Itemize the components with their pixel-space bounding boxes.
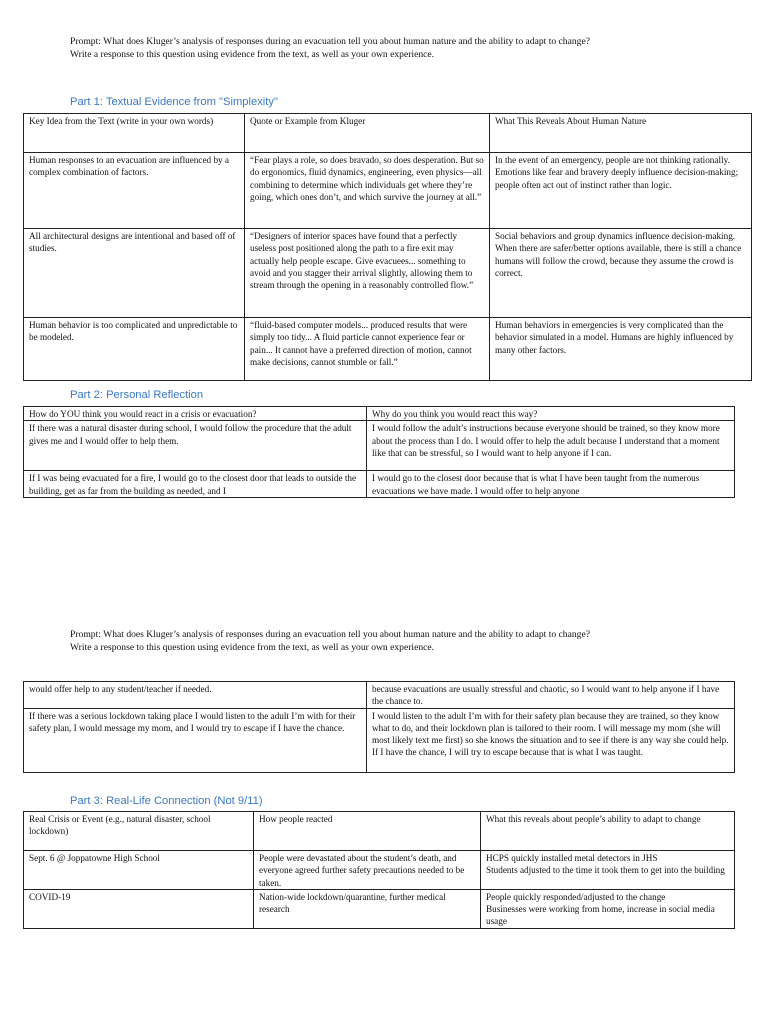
table-cell: “Designers of interior spaces have found that a perfectly useless post positioned along the path to a fire exit may actually help people escape. Give evacuees... something to avoid and you stagger their arrival slightly, allowing them to stream through the opening in a reasonably controlled flow.”	[245, 229, 490, 318]
table-cell: Sept. 6 @ Joppatowne High School	[24, 851, 254, 890]
prompt-line-2: Write a response to this question using evidence from the text, as well as your own experience.	[70, 49, 435, 60]
table-cell: because evacuations are usually stressful and chaotic, so I would want to help anyone if I have the chance to.	[367, 682, 735, 709]
page2-prompt	[70, 628, 730, 654]
header-cell: Real Crisis or Event (e.g., natural disaster, school lockdown)	[24, 812, 254, 851]
part3-table	[23, 811, 735, 929]
part2-heading: Part 2: Personal Reflection	[70, 389, 204, 401]
part1-heading: Part 1: Textual Evidence from "Simplexity"	[70, 96, 278, 108]
table-row	[24, 229, 752, 318]
table-cell: If there was a serious lockdown taking place I would listen to the adult I’m with for their safety plan, I would message my mom, and I would try to escape if I have the chance.	[24, 708, 367, 772]
table-cell: If there was a natural disaster during school, I would follow the procedure that the adult gives me and I would offer to help them.	[24, 421, 367, 471]
table-cell: Human behavior is too complicated and unpredictable to be modeled.	[24, 318, 245, 381]
table-header-row	[24, 407, 735, 421]
table-cell: I would follow the adult’s instructions because everyone should be trained, so they know more about the process than I do. I would offer to help the adult because I understand that a moment like that can be stressful, so I would want to help anyone if I can.	[367, 421, 735, 471]
table-cell: I would go to the closest door because that is what I have been taught from the numerous evacuations we have made. I would offer to help anyone	[367, 471, 735, 498]
part1-table	[23, 113, 752, 381]
header-cell: Why do you think you would react this way?	[367, 407, 735, 421]
table-cell: “fluid-based computer models... produced results that were simply too tidy... A fluid particle cannot experience fear or pain... It cannot have a preferred direction of motion, cannot make decisions, cannot stumble or fall.”	[245, 318, 490, 381]
header-cell: Quote or Example from Kluger	[245, 114, 490, 153]
table-cell: I would listen to the adult I’m with for their safety plan because they are trained, so they know what to do, and their lockdown plan is tailored to their room. I will message my mom (she will most likely text me first) so she knows the situation and to see if there is any way she could help. If I have the chance, I will try to escape because that is what I was taught.	[367, 708, 735, 772]
header-cell: How people reacted	[254, 812, 481, 851]
prompt-line-1: Prompt: What does Kluger’s analysis of responses during an evacuation tell you about human nature and the ability to adapt to change?	[70, 36, 590, 47]
table-row	[24, 708, 735, 772]
table-row	[24, 851, 735, 890]
table-cell: Human behaviors in emergencies is very complicated than the behavior simulated in a model. Humans are highly influenced by many other factors.	[490, 318, 752, 381]
table-cell: All architectural designs are intentional and based off of studies.	[24, 229, 245, 318]
table-row	[24, 421, 735, 471]
table-cell: If I was being evacuated for a fire, I would go to the closest door that leads to outside the building, get as far from the building as needed, and I	[24, 471, 367, 498]
table-cell: “Fear plays a role, so does bravado, so does desperation. But so do ergonomics, fluid dynamics, engineering, even physics—all combining to determine which individuals get where they’re going, which ones don’t, and which survive the journey at all.”	[245, 153, 490, 229]
table-cell: HCPS quickly installed metal detectors in JHS Students adjusted to the time it took them to get into the building	[481, 851, 735, 890]
table-header-row	[24, 812, 735, 851]
part2-continued-table	[23, 681, 735, 773]
table-cell: In the event of an emergency, people are not thinking rationally. Emotions like fear and bravery deeply influence decision-making; people often act out of instinct rather than logic.	[490, 153, 752, 229]
table-row	[24, 318, 752, 381]
header-cell: What this reveals about people’s ability to adapt to change	[481, 812, 735, 851]
table-row	[24, 889, 735, 928]
part3-heading: Part 3: Real-Life Connection (Not 9/11)	[70, 795, 263, 807]
table-cell: COVID-19	[24, 889, 254, 928]
table-row	[24, 471, 735, 498]
header-cell: How do YOU think you would react in a crisis or evacuation?	[24, 407, 367, 421]
prompt-line-1: Prompt: What does Kluger’s analysis of responses during an evacuation tell you about human nature and the ability to adapt to change?	[70, 629, 590, 640]
table-cell: would offer help to any student/teacher if needed.	[24, 682, 367, 709]
table-cell: People were devastated about the student’s death, and everyone agreed further safety precautions needed to be taken.	[254, 851, 481, 890]
prompt-line-2: Write a response to this question using evidence from the text, as well as your own experience.	[70, 642, 435, 653]
table-cell: People quickly responded/adjusted to the change Businesses were working from home, increase in social media usage	[481, 889, 735, 928]
part2-table	[23, 406, 735, 498]
table-cell: Social behaviors and group dynamics influence decision-making. When there are safer/better options available, there is still a chance humans will follow the crowd, because they assume the crowd is correct.	[490, 229, 752, 318]
table-header-row	[24, 114, 752, 153]
table-cell: Human responses to an evacuation are influenced by a complex combination of factors.	[24, 153, 245, 229]
table-row	[24, 153, 752, 229]
header-cell: Key Idea from the Text (write in your own words)	[24, 114, 245, 153]
prompt	[70, 35, 730, 61]
header-cell: What This Reveals About Human Nature	[490, 114, 752, 153]
table-row	[24, 682, 735, 709]
table-cell: Nation-wide lockdown/quarantine, further medical research	[254, 889, 481, 928]
